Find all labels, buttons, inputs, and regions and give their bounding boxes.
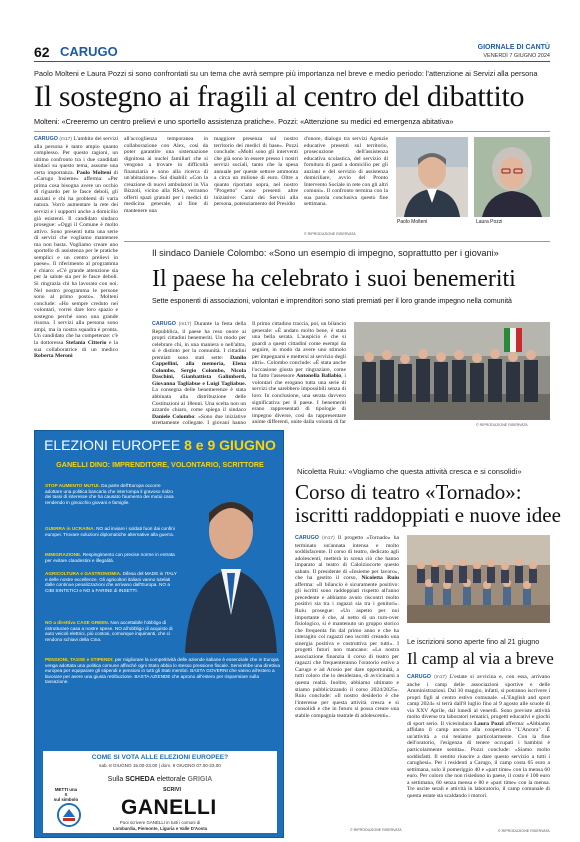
ad-ballot-text: SCHEDA [125,776,155,783]
article1-column-2 [124,136,208,238]
ad-instruction: METTI una X sul simbolo [53,787,79,802]
ad-item-text: per migliorare la competitività delle aziende italiane è essenziale che in Europa venga adottata una politica comune affinché ogni Stato abbia lo stesso pressione fiscale. Servirebbe una direttiva europea per equiparare gli stipendi e pensioni in tutti gli Stati membri. BASTA GOVERNI che vanno all'estero a lavorare per avere una giusta retribuzione. BASTA AZIENDE che aprono all'estero per risparmiare sulla tassazione. [45,657,280,685]
ad-item-text: Respingimento con precise norme in entrata per evitare clandestini e illegalità. [45,552,175,563]
article1-person: Paolo Molteni [76,169,112,176]
photo-laura-pozzi [474,137,550,217]
credit: © RIPRODUZIONE RISERVATA [304,232,356,236]
ad-title [35,437,284,453]
ad-voting-box [43,751,277,833]
credit: © RIPRODUZIONE RISERVATA [350,828,402,832]
article2-persons: Danilo Cappellini, alla memoria, Elena Colombo, Sergio Colombo, Nicola Daschini, Gianbattista Galimberti, Giovanna Tagliabue e Luigi Tagliabue. [152,354,246,387]
ad-footer: Lombardia, Piemonte, Liguria e Valle D'Aosta [112,826,208,831]
ad-item [45,620,177,642]
ad-item-text: Da parte dell'Europa occorre adottare una politica bancaria che interrompa il gravoso rialzo dei tassi di interesse che ha causato l'aumento dei mutui casa rendendo in ginocchio giovani e famiglie. [45,483,174,505]
article3-text: Il progetto «Tornado» ha terminato un'annata intensa e molto soddisfacente. Il corso di teatro, dedicato agli adolescenti, metterà in scena ciò che hanno imparato al teatro di Calolziocorte questo sabato. Il presidente di «Insieme per lavoro», che ha gestito il corso, [295,535,399,582]
article2-column-2 [252,321,346,425]
article1-subtitle: Molteni: «Creeremo un centro prelievi e uno sportello assistenza pratiche». Pozzi: «Attenzione su medici ed emergenza abitativa» [34,117,454,126]
masthead-date: VENERDÌ 7 GIUGNO 2024 [483,53,550,59]
article2-subtitle: Sette esponenti di associazioni, volontari e imprenditori sono stati premiati per il loro grande impegno nella comunità [152,298,512,305]
article1-column-1 [34,136,118,430]
section-name: CARUGO [60,44,118,59]
ad-item-text: Difesa del MADE in ITALY e delle nostre eccellenze. Gli agricoltori italiani vanno tutelati dalle continue penalizzazioni che arrivano dall'Europa. NO a CIBI SINTETICI e NO a FARINE di INSETTI. [45,571,177,593]
dateline-date: (m17) [59,137,72,142]
article1-person: Stefania Citterio [65,339,107,346]
portrait-woman-icon [474,137,550,217]
article3-title [295,480,561,527]
article2-text: La consegna delle benemerenze è stata abbinata alla distribuzione delle Costituzioni ai 18enni. Una scelta non un azzardo chiaro, come spiega il sindaco [152,387,246,414]
caption-left: Paolo Molteni [397,219,428,225]
article2-person: Daniele Colombo [152,413,195,420]
article3-body [295,535,399,835]
divider [34,131,550,132]
ad-write-label: SCRIVI [163,787,181,793]
ad-item-heading: STOP AUMENTO MUTUI. [45,483,100,488]
article3-title-line: iscritti raddoppiati e nuove idee [295,503,561,527]
article1-text: di «Carugo Insieme» afferma: «Per prima cosa bisogna avere un occhio di riguardo per le fasce deboli, gli anziani e chi ha problemi di varia natura. Vorrò aumentare la rete dei servizi e i supporti anche a domicilio già esistenti. Il candidato sindaco prosegue: «Oggi il Comune è molto attivo. Sono presenti tutta una serie di servizi che vogliamo mantenere ma non basta. Vogliamo creare uno sportello di assistenza per le pratiche semplici e un centro prelievi in paese». Il riferimento al programma è chiaro: «C'è grande attenzione sia per la salute sia per le fasce deboli. Si ringrazia chi ha lavorato con noi. Nel nostro programma le persone sono al primo posto». [34,169,118,301]
ad-item-heading: AGRICOLTURA e GASTRONOMIA. [45,571,122,576]
ad-subtitle: GANELLI DINO: IMPRENDITORE, VOLONTARIO, SCRITTORE [56,460,264,469]
article1-kicker: Paolo Molteni e Laura Pozzi si sono confrontati su un tema che avrà sempre più importanza nel breve e medio periodo: l'attenzione ai Servizi alla persona [34,69,538,78]
caption-right: Laura Pozzi [476,219,503,225]
ad-item-heading: GUERRA in UCRAINA. [45,526,95,531]
photo-paolo-molteni [396,137,468,217]
ad-ballot-text: Sulla [107,776,126,783]
article2-person: Antonella Ballabio [296,373,342,380]
candidate-icon [181,485,281,653]
dateline-date: (m17) [178,322,192,327]
ad-ballot-text: GRIGIA [187,776,213,783]
masthead-title: GIORNALE DI CANTÙ [477,44,550,51]
ad-hours: sab. 8 GIUGNO 15.00-23.00 | dom. 9 GIUGNO 07.00-23.00 [99,763,221,768]
page-header [34,44,550,62]
candidate-portrait [181,485,281,707]
article1-text: e la sua collaboratrice di un medico [34,339,118,353]
ad-item [45,483,177,505]
portrait-man-icon [396,137,468,217]
ad-title-dates: 8 e 9 GIUGNO [184,437,276,453]
article1-column-4 [304,136,388,238]
article1-text: all'accoglienza temporanea in collaborazione con Alex, così da poter garantire una sistemazione dignitosa ai nuclei familiari che si vengono a trovare in difficoltà finanziaria e sono alla ricerca di un'abitazione». Sui disabili: «Con la creazione di nuovi ambulatori in Via Bizzoli, vicino alla RSA, verranno offerti spazi gratuiti per i medici di medicina generale, al fine di mantenere una [124,136,208,215]
article1-text: Molteni conclude: «Ho sempre creduto nei volontari, vorrei dare loro spazio e sostegno perché sono una grande risorsa. I servizi alla persona sono ampi, ma la nostra squadra è pronta. Un candidato che ha competenze: c'è la dottoressa [34,294,118,346]
article2-kicker: Il sindaco Daniele Colombo: «Sono un esempio di impegno, soprattutto per i giovani» [152,248,499,258]
article4-body [407,674,550,828]
article4-title: Il camp al via a breve [407,649,554,668]
dateline-place: CARUGO [34,136,58,142]
article1-title: Il sostegno ai fragili al centro del dibattito [34,80,525,113]
photo-benemeriti-group [354,322,550,420]
photo-theater-group [407,535,550,623]
dateline-date: (m17) [434,675,447,680]
dateline-place: CARUGO [407,674,431,680]
article3-text: afferma: «Il bilancio è sicuramente positivo: gli iscritti sono raddoppiati rispetto all'anno precedente e abbiamo avuto riscontri molto positivi sia tra i ragazzi sia tra i genitori». Ruiu prosegue: «Un aspetto per noi importante è che, al netto di un turn-over fisiologico, si è mantenuto un gruppo storico che frequenta fin dal primo anno e che ha interagito coi ragazzi neo iscritti creando una sinergia positiva e costruttiva per tutti». I progetti futuri non mancano: «La nostra associazione finanzia il corso di teatro per ragazzi che frequenteranno l'oratorio estivo a Carugo e ad Arosio per dare opportunità, a tutti coloro che lo desiderano, di avvicinarsi a questa realtà. Inoltre, abbiamo ultimato e stiamo pubblicizzando il corso 2024/2025». Ruiu conclude: «Il nostro desiderio è che l'interesse per questa attività cresca e si consolidi e che in futuro si possa creare una stabile compagnia teatrale di adolescenti». [295,581,399,719]
dateline-place: CARUGO [152,321,176,327]
masthead [478,44,550,60]
dateline-place: CARUGO [295,535,319,541]
article4-text: afferma: «Abbiamo affidato il camp ancora alla cooperativa "L'Ancora". È un'attività a cui teniamo particolarmente. Con la fine dell'oratorio, l'esigenza di tenere occupati i bambini è particolarmente sentita». Pozzi conclude: «Siamo molto soddisfatti. Il sentito riuscire a dare questo servizio a tutti i carughesi». Per i residenti a Carugo, il camp costa 65 euro a settimana, solo il pomeriggio 40 e «part time» con la mensa 60 euro. Per coloro che non risiedono in paese, il costo è 100 euro a settimana, 60 senza mensa e 80 e «part time» con la mensa. Tre uscite serali e attività in laboratorio, il camp comunale di questa estate sta scaldando i motori. [407,720,550,799]
article2-title: Il paese ha celebrato i suoi benemeriti [152,266,516,292]
article1-person: Roberta Meroni [34,353,73,360]
ad-ballot [43,776,277,783]
article3-title-line: Corso di teatro «Tornado»: [295,480,522,504]
article1-text: d'onore, dialogo tra servizi Agenzie educative presenti sul territorio, prosecuzione dell'assistenza educativa scolastica, del servizio di fornitura di pasti a domicilio per gli anziani e del servizio di assistenza domiciliare, avvio del Pronto Intervento Sociale in rete con gli altri comuni». Il confronto termina con la sua parola conclusiva questo fine settimana. [304,136,388,208]
article3-kicker: Nicoletta Ruiu: «Vogliamo che questa attività cresca e si consolidi» [297,467,522,476]
article1-text: maggiore presenza sul nostro territorio dei medici di base». Pozzi conclude: «Molti sono gli interventi che già sono in essere presso i nostri servizi sociali, tanto che la spesa annuale per queste settore ammonta a circa un milione di euro. Oltre a quanto riportato sopra, nel nostro "Progetto" sono presenti altre iniziative: Carni dei Servizi alla persona, potenziamento del Presidio [214,136,298,208]
ad-item [45,571,177,593]
article2-text: , i volontari che erogano tutta una serie di servizi che sarebbero impossibili senza di loro. In conclusione, una serata davvero significativa per il paese. I benemeriti erano rappresentati di tipologie di impegno diverse, così da rappresentare anime differenti, unite dalla volontà di far [252,373,346,425]
ad-item [45,552,177,563]
article1-column-3 [214,136,298,238]
article2-text: Il primo cittadino traccia, poi, un bilancio generale: «È andato molto bene, è stata una bella serata. L'auspicio è che si guardi a questi cittadini come esempi da seguire, in modo da avere uno stimolo per impegnarsi e mettersi al servizio degli altri». Colombo conclude: «È stata anche l'occasione giusta per ringraziare, come ha fatto l'assessore [252,321,346,380]
article2-text: : «Sono due iniziative strettamente collegate. I giovani hanno [152,413,246,425]
group-photo-icon [354,322,550,420]
dateline-date: (m17) [322,536,335,541]
article4-person: Laura Pozzi [474,720,504,727]
page-number: 62 [34,44,50,60]
article1-text: L'ambito dei servizi alla persona è tanto ampio quanto complesso. Per questo ragioni, un ultimo confronto tra i due candidati sindaci su questo tema, assume una certa importanza. [34,136,118,176]
ad-item-heading: PENSIONI, TASSE e STIPENDI: [45,657,114,662]
ad-ballot-text: elettorale [154,776,188,783]
article4-text: L'estate si avvicina e, con essa, arrivano anche i camp delle associazioni sportive e delle Amministrazioni. Dal 30 maggio, infatti, si potranno iscrivere i propri figli al centro estivo comunale. «L'English and sport camp 2024» si terrà dall'8 luglio fino al 9 agosto alle scuole di via XXV Aprile, dal lunedì al venerdì. Sono previste attività molto diverse tra laboratori tematici, progetti educativi e giochi di sport serio. Il vicesindaco [407,674,550,727]
ad-question: COME SI VOTA ALLE ELEZIONI EUROPEE? [91,754,229,761]
ad-item-heading: IMMIGRAZIONE. [45,552,82,557]
ad-item-heading: NO a direttiva CASE GREEN. [45,620,110,625]
ad-title-text: ELEZIONI EUROPEE [44,437,185,453]
theater-photo-icon [407,535,550,623]
ad-footer: Puoi scrivere GANELLI in tutti i comuni di [119,820,201,825]
election-advertisement [34,430,284,838]
credit: © RIPRODUZIONE RISERVATA [476,423,528,427]
article4-kicker: Le iscrizioni sono aperte fino al 21 giugno [407,637,540,646]
article2-column-1 [152,321,246,425]
ad-item-text: Non accettabile l'obbligo di ristrutturare casa a nostre spese. NO all'obbligo di acquisto di auto veicoli elettrici, più costosi, comunque inquinanti, che ci rendono schiavi della Cina. [45,620,173,642]
article2-text: Durante la festa della Repubblica, il paese ha reso onore ai propri cittadini benemeriti. Un modo per celebrare chi, in una maniera o nell'altra, si è distinto per la comunità. I cittadini premiati sono stati sette: [152,321,246,361]
divider [124,241,550,242]
article3-person: Nicoletta Ruiu [361,575,399,582]
ad-item-text: NO ad inviare i soldati fuori dai confini europei. Trovare soluzioni diplomatiche alternative alla guerra. [45,526,175,537]
candidate-name: GANELLI [121,796,217,819]
credit: © RIPRODUZIONE RISERVATA [498,829,550,833]
ad-item [45,526,177,537]
